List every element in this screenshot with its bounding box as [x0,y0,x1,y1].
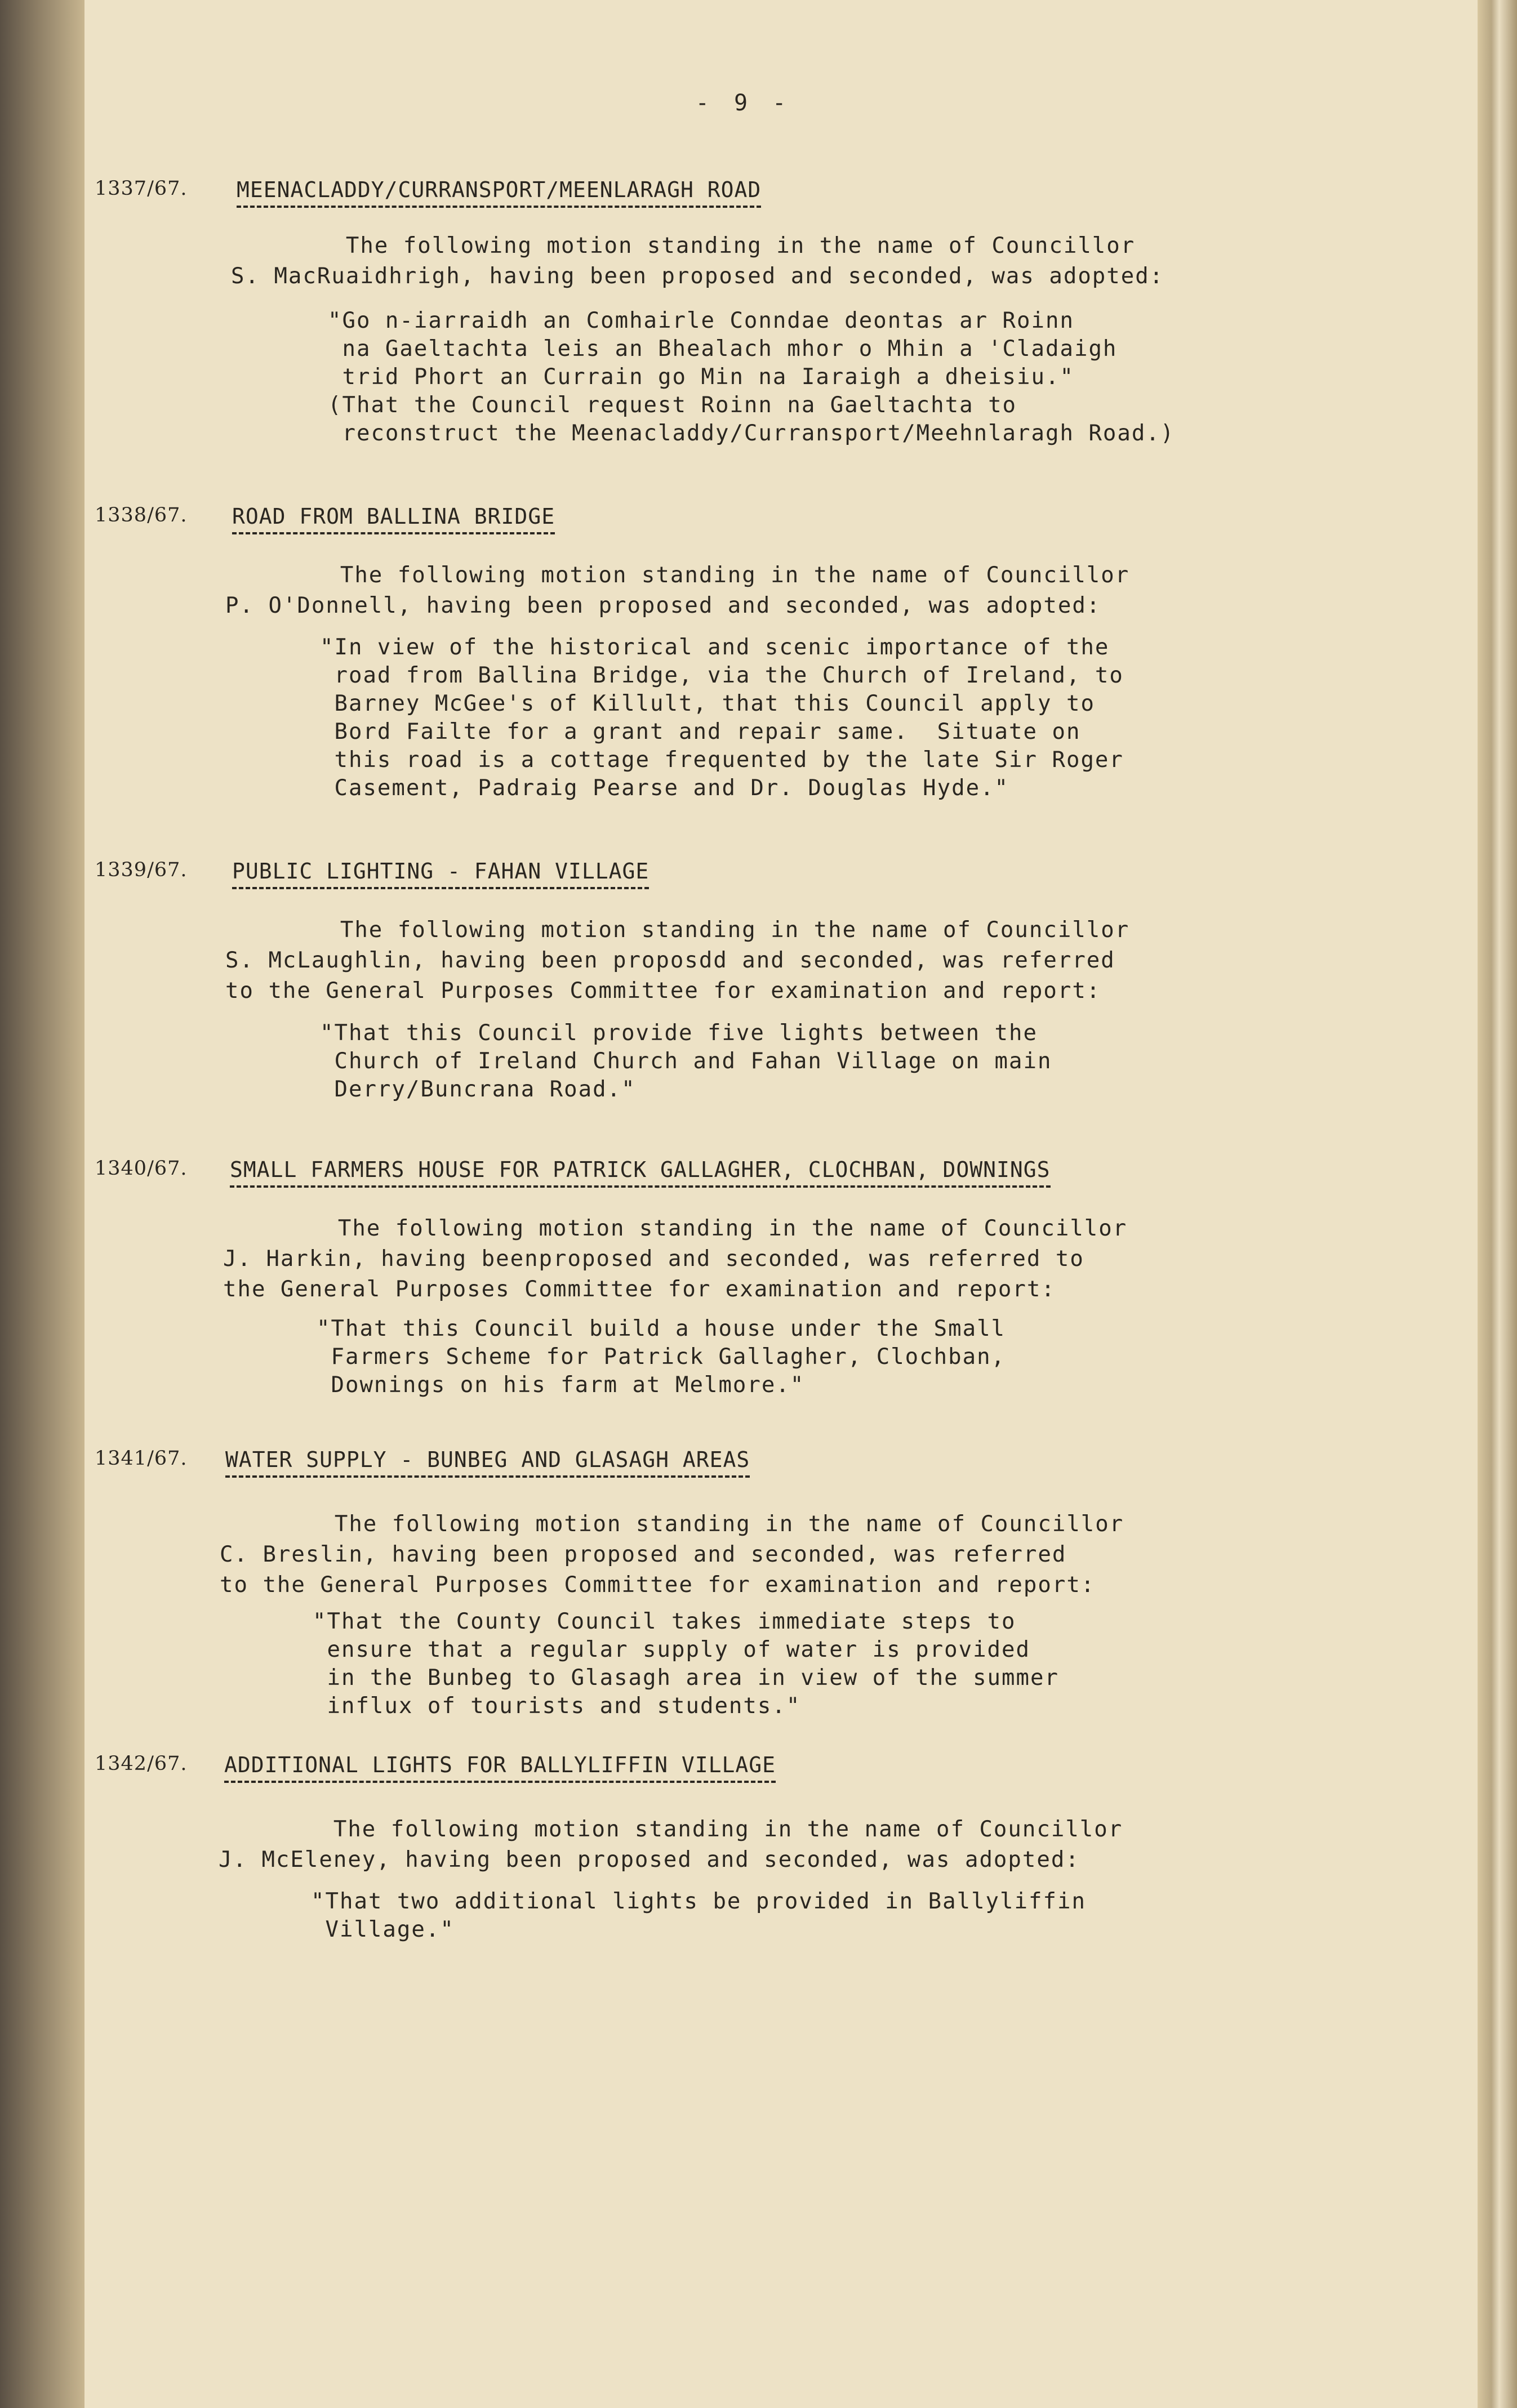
document-page [84,0,1478,2408]
item-intro: The following motion standing in the name of Councillor S. MacRuaidhrigh, having been proposed and seconded, was adopted: [231,233,1164,289]
item-quote: "That this Council build a house under the Small Farmers Scheme for Patrick Gallagher, Clochban, Downings on his farm at Melmore." [317,1316,1006,1398]
item-heading: ADDITIONAL LIGHTS FOR BALLYLIFFIN VILLAGE [224,1753,776,1783]
item-number: 1342/67. [95,1753,188,1775]
item-intro: The following motion standing in the name of Councillor C. Breslin, having been proposed and seconded, was referred to the General Purposes Committee for examination and report: [220,1511,1124,1598]
item-heading: MEENACLADDY/CURRANSPORT/MEENLARAGH ROAD [237,177,761,208]
item-quote: "That the County Council takes immediate steps to ensure that a regular supply of water is provided in the Bunbeg to Glasagh area in view of the summer influx of tourists and students." [313,1609,1059,1719]
item-quote: "In view of the historical and scenic importance of the road from Ballina Bridge, via the Church of Ireland, to Barney McGee's of Killult, that this Council apply to Bord Failte for a grant and repair same. Situate on this road is a cottage frequented by the late Sir Roger Casement, Padraig Pearse and Dr. Douglas Hyde." [320,635,1124,801]
item-number: 1338/67. [95,504,188,527]
item-heading: ROAD FROM BALLINA BRIDGE [232,504,555,534]
book-gutter [0,0,84,2408]
page-number: - 9 - [695,90,792,116]
item-quote: "Go n-iarraidh an Comhairle Conndae deontas ar Roinn na Gaeltachta leis an Bhealach mhor o Mhin a 'Cladaigh trid Phort an Currain go Min na Iaraigh a dheisiu." (That the Council request Roinn na Gaeltachta to reconstruct the Meenacladdy/Curransport/Meehnlaragh Road.) [328,308,1175,446]
item-heading: WATER SUPPLY - BUNBEG AND GLASAGH AREAS [225,1447,750,1478]
item-intro: The following motion standing in the name of Councillor J. McEleney, having been proposed and seconded, was adopted: [219,1817,1123,1872]
item-number: 1340/67. [95,1157,188,1180]
item-intro: The following motion standing in the name of Councillor S. McLaughlin, having been proposdd and seconded, was referred to the General Purposes Committee for examination and report: [225,917,1130,1004]
item-intro: The following motion standing in the name of Councillor P. O'Donnell, having been proposed and seconded, was adopted: [225,563,1130,618]
item-heading: PUBLIC LIGHTING - FAHAN VILLAGE [232,859,649,889]
item-number: 1339/67. [95,859,188,881]
item-number: 1341/67. [95,1447,188,1470]
item-heading: SMALL FARMERS HOUSE FOR PATRICK GALLAGHER, CLOCHBAN, DOWNINGS [230,1157,1051,1188]
item-quote: "That this Council provide five lights between the Church of Ireland Church and Fahan Village on main Derry/Buncrana Road." [320,1020,1052,1102]
item-number: 1337/67. [95,177,188,200]
page-edge [1478,0,1517,2408]
item-quote: "That two additional lights be provided in Ballyliffin Village." [311,1889,1086,1942]
item-intro: The following motion standing in the name of Councillor J. Harkin, having beenproposed and seconded, was referred to the General Purposes Committee for examination and report: [223,1216,1128,1302]
